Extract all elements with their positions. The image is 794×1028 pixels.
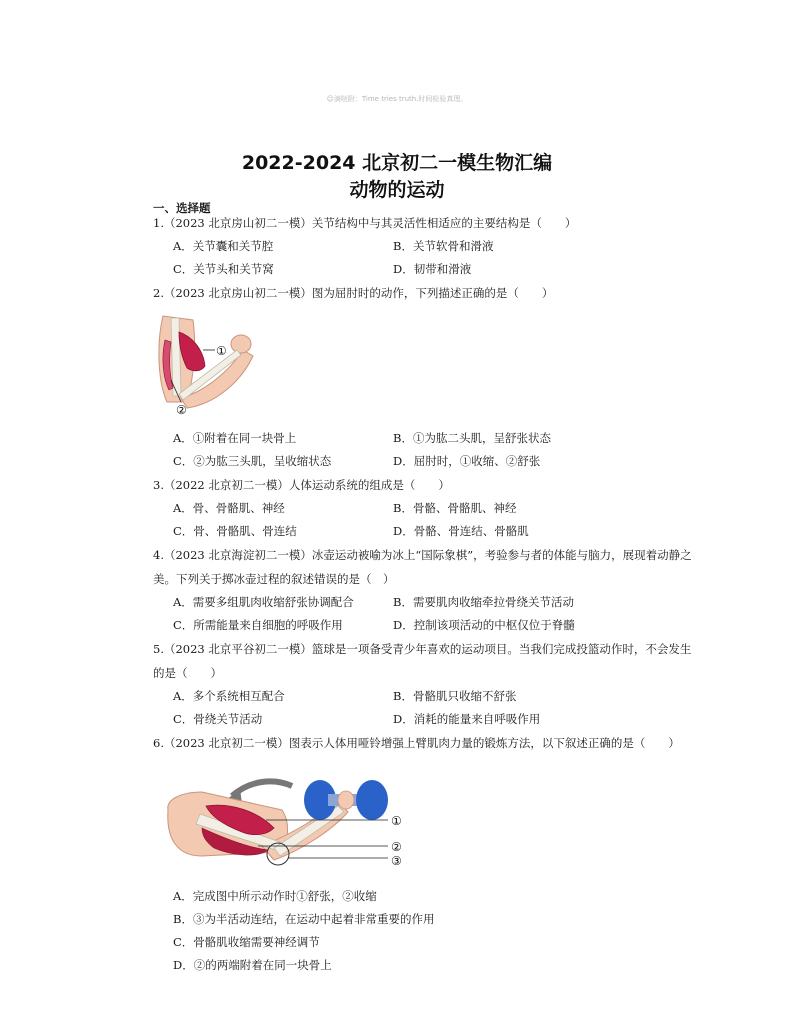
watermark: ☺滴哒附：Time tries truth.时间检验真理。 <box>326 95 468 103</box>
q5-option-d: D．消耗的能量来自呼吸作用 <box>393 712 541 726</box>
q4-option-b: B．需要肌肉收缩牵拉骨绕关节活动 <box>393 595 574 609</box>
fig6-label-1: ① <box>391 814 402 828</box>
dumbbell-arm-figure <box>162 770 418 874</box>
q2-option-d: D．屈肘时，①收缩、②舒张 <box>393 454 541 468</box>
q1-option-a: A．关节囊和关节腔 <box>173 239 274 253</box>
question-5-stem-line1: 5.（2023 北京平谷初二一模）篮球是一项备受青少年喜欢的运动项目。当我们完成投篮动作时，不会发生 <box>153 642 692 656</box>
q2-option-b: B．①为肱二头肌，呈舒张状态 <box>393 431 551 445</box>
question-1-stem: 1.（2023 北京房山初二一模）关节结构中与其灵活性相适应的主要结构是（ ） <box>153 216 577 230</box>
q1-option-b: B．关节软骨和滑液 <box>393 239 494 253</box>
q3-option-c: C．骨、骨骼肌、骨连结 <box>173 524 297 538</box>
question-4-stem-line2: 美。下列关于掷冰壶过程的叙述错误的是（ ） <box>153 572 395 586</box>
question-5-stem-line2: 的是（ ） <box>153 666 222 680</box>
arm-flexion-figure <box>153 310 263 422</box>
question-6-stem: 6.（2023 北京初二一模）图表示人体用哑铃增强上臂肌肉力量的锻炼方法，以下叙述正确的是（ ） <box>153 736 680 750</box>
q2-option-a: A．①附着在同一块骨上 <box>173 431 297 445</box>
fig6-label-3: ③ <box>391 854 402 868</box>
q6-option-d: D．②的两端附着在同一块骨上 <box>173 958 332 972</box>
question-4-stem-line1: 4.（2023 北京海淀初二一模）冰壶运动被喻为冰上“国际象棋”，考验参与者的体能与脑力，展现着动静之 <box>153 548 692 562</box>
section-heading: 一、选择题 <box>153 201 211 215</box>
q4-option-a: A．需要多组肌肉收缩舒张协调配合 <box>173 595 354 609</box>
doc-title: 2022-2024 北京初二一模生物汇编 <box>241 152 553 174</box>
q1-option-d: D．韧带和滑液 <box>393 262 472 276</box>
q3-option-a: A．骨、骨骼肌、神经 <box>173 501 285 515</box>
q5-option-c: C．骨绕关节活动 <box>173 712 263 726</box>
question-3-stem: 3.（2022 北京初二一模）人体运动系统的组成是（ ） <box>153 478 450 492</box>
q3-option-d: D．骨骼、骨连结、骨骼肌 <box>393 524 529 538</box>
q6-option-b: B．③为半活动连结，在运动中起着非常重要的作用 <box>173 912 435 926</box>
q4-option-c: C．所需能量来自细胞的呼吸作用 <box>173 618 343 632</box>
question-2-stem: 2.（2023 北京房山初二一模）图为屈肘时的动作，下列描述正确的是（ ） <box>153 286 554 300</box>
doc-subtitle: 动物的运动 <box>349 179 445 201</box>
q5-option-b: B．骨骼肌只收缩不舒张 <box>393 689 517 703</box>
q4-option-d: D．控制该项活动的中枢仅位于脊髓 <box>393 618 575 632</box>
fig2-label-2: ② <box>176 403 187 417</box>
q6-option-c: C．骨骼肌收缩需要神经调节 <box>173 935 320 949</box>
fig2-label-1: ① <box>216 344 227 358</box>
fig6-label-2: ② <box>391 840 402 854</box>
q5-option-a: A．多个系统相互配合 <box>173 689 285 703</box>
q1-option-c: C．关节头和关节窝 <box>173 262 274 276</box>
q3-option-b: B．骨骼、骨骼肌、神经 <box>393 501 517 515</box>
q2-option-c: C．②为肱三头肌，呈收缩状态 <box>173 454 332 468</box>
q6-option-a: A．完成图中所示动作时①舒张，②收缩 <box>173 889 377 903</box>
